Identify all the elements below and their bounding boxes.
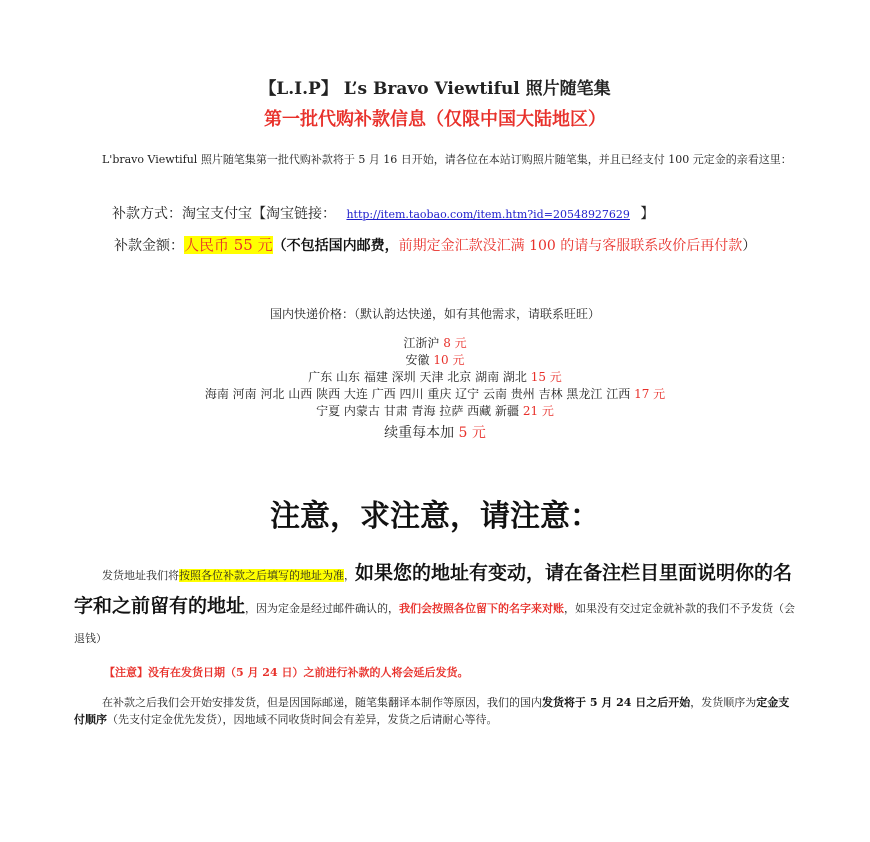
shipping-regions: 宁夏 内蒙古 甘肃 青海 拉萨 西藏 新疆: [316, 404, 519, 418]
p2-text-a: 在补款之后我们会开始安排发货，但是因国际邮递，随笔集翻译本制作等原因，我们的国内: [102, 696, 542, 709]
p1-text-c: ，因为定金是经过邮件确认的，: [245, 602, 400, 615]
shipping-price: 17 元: [634, 387, 666, 401]
shipping-price: 8 元: [443, 336, 467, 350]
shipping-heading: 国内快递价格：（默认韵达快递，如有其他需求，请联系旺旺）: [269, 307, 600, 321]
p1-text-d: ，如果没有交过定金就补款的我们不予发货（会退钱）: [74, 602, 796, 645]
taobao-link[interactable]: http://item.taobao.com/item.htm?id=20548927629: [346, 208, 630, 221]
payment-method-line: [112, 204, 812, 225]
payment-method-close: 】: [640, 206, 655, 222]
notice-paragraph-1: [74, 558, 796, 654]
payment-amount-block: [74, 232, 796, 259]
p1-text-a: 发货地址我们将: [102, 569, 179, 582]
amount-value: 人民币 55 元: [184, 236, 273, 254]
p2-bold-2: 定金支付顺序: [74, 696, 790, 726]
intro-paragraph: L'bravo Viewtiful 照片随笔集第一批代购补款将于 5 月 16 日开始，请各位在本站订购照片随笔集，并且已经支付 100 元定金的亲看这里：: [102, 153, 792, 166]
amount-close: ）: [742, 238, 757, 254]
p1-red-text: 我们会按照各位留下的名字来对账: [399, 602, 565, 615]
page-title: 【L.I.P】 L’s Bravo Viewtiful 照片随笔集: [259, 79, 611, 99]
shipping-price: 21 元: [522, 404, 554, 418]
shipping-extra-label: 续重每本加: [384, 425, 455, 441]
shipping-regions: 广东 山东 福建 深圳 天津 北京 湖南 湖北: [308, 370, 527, 384]
shipping-extra: [0, 422, 870, 444]
p1-big-text: 如果您的地址有变动，请在备注栏目里面说明你的名字和之前留有的地址: [74, 562, 793, 617]
notice-heading: 注意，求注意，请注意：: [270, 499, 600, 534]
notice-paragraph-2: [74, 694, 796, 728]
shipping-price: 10 元: [433, 353, 465, 367]
amount-label: 补款金额：: [114, 238, 184, 254]
notice-warning: 【注意】没有在发货日期（5 月 24 日）之前进行补款的人将会延后发货。: [104, 666, 469, 679]
p1-text-b: ，: [344, 569, 355, 582]
amount-note: （不包括国内邮费，: [272, 238, 399, 254]
shipping-extra-price: 5 元: [458, 425, 486, 441]
shipping-row: [0, 352, 870, 369]
shipping-table: [0, 335, 870, 444]
shipping-price: 15 元: [530, 370, 562, 384]
shipping-row: [0, 386, 870, 403]
shipping-row: [0, 335, 870, 352]
p2-text-d: （先支付定金优先发货），因地域不同收货时间会有差异，发货之后请耐心等待。: [107, 713, 498, 726]
page-subtitle: 第一批代购补款信息（仅限中国大陆地区）: [264, 109, 606, 130]
shipping-row: [0, 369, 870, 386]
shipping-regions: 海南 河南 河北 山西 陕西 大连 广西 四川 重庆 辽宁 云南 贵州 吉林 黑龙江 江西: [204, 387, 631, 401]
shipping-row: [0, 403, 870, 420]
shipping-regions: 江浙沪: [403, 336, 440, 350]
shipping-regions: 安徽: [405, 353, 430, 367]
p2-bold-1: 发货将于 5 月 24 日之后开始: [542, 696, 691, 709]
amount-note-red: 前期定金汇款没汇满 100 的请与客服联系改价后再付款: [398, 238, 743, 254]
p1-highlight: 按照各位补款之后填写的地址为准: [179, 569, 344, 582]
payment-method-label: 补款方式：淘宝支付宝【淘宝链接：: [112, 206, 336, 222]
p2-text-c: ，发货顺序为: [690, 696, 757, 709]
